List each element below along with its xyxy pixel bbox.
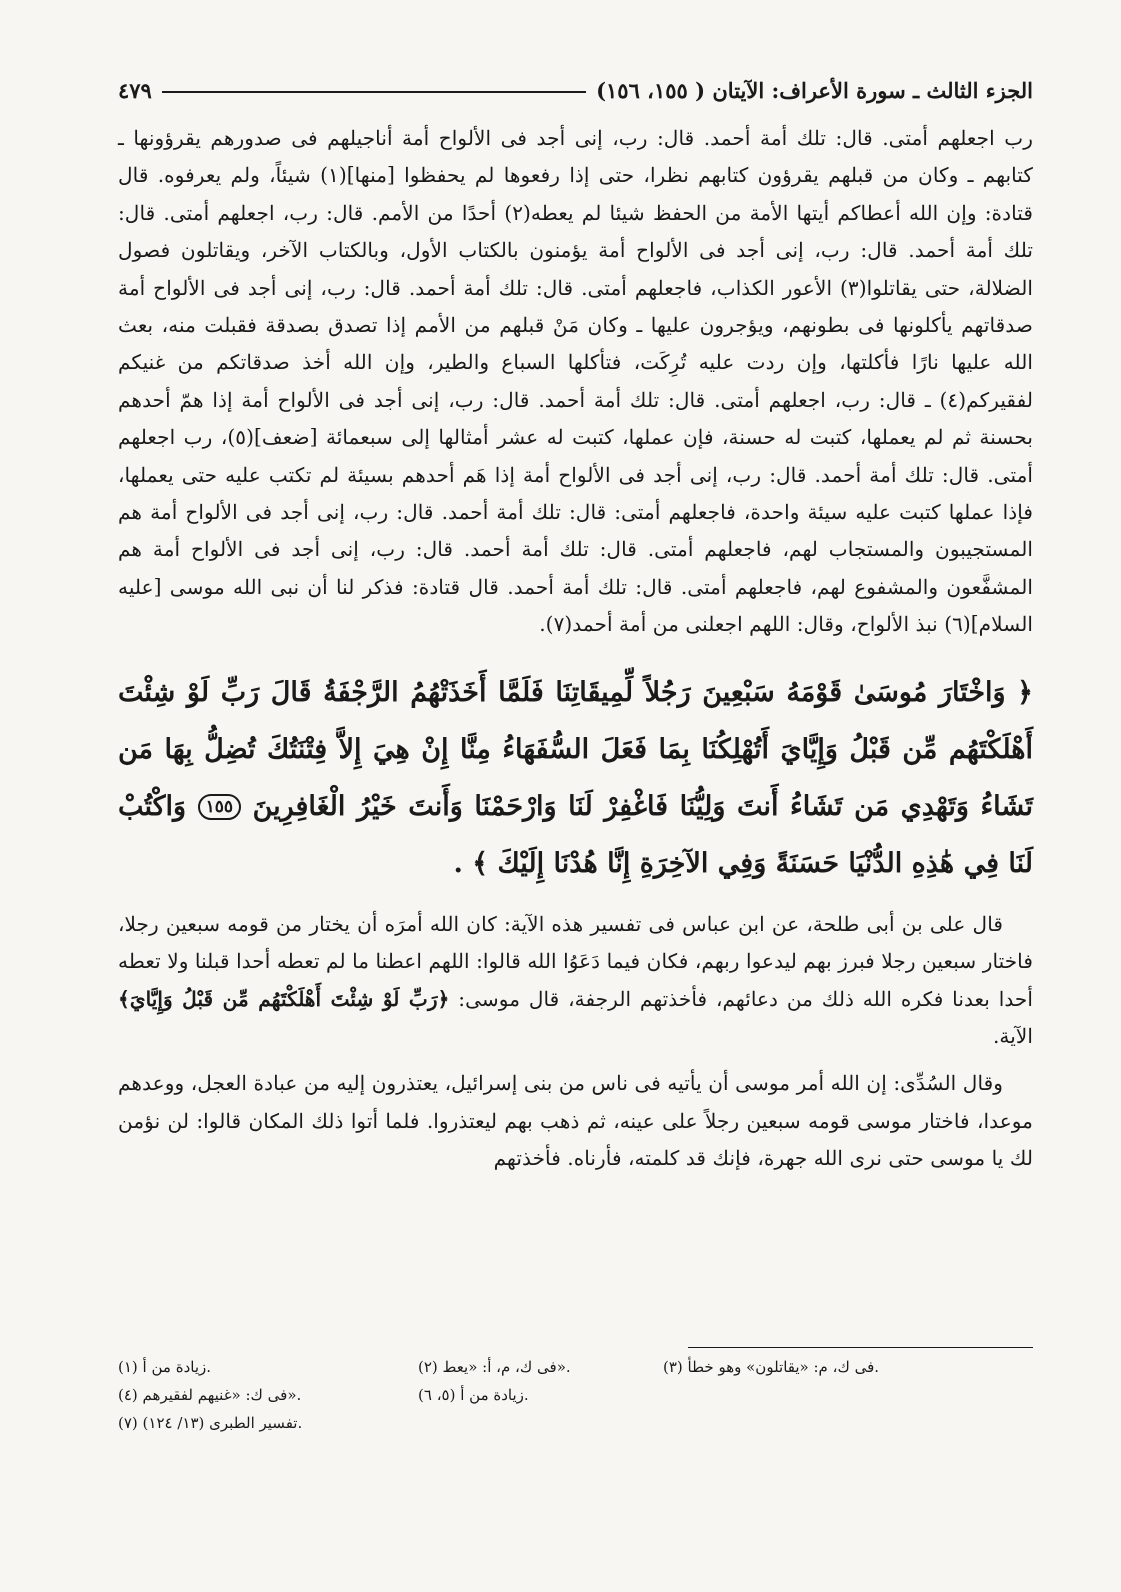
quran-verse-block [118,664,1033,892]
running-head [118,72,1033,108]
footnote-rule [688,1347,1033,1348]
footnote-2: (٢) فى ك، م، أ: «يعط». [418,1358,571,1376]
footnote-row-1 [118,1353,1033,1381]
footnote-row-2 [118,1381,1033,1409]
footnote-4: (٤) فى ك: «غنيهم لفقيرهم». [118,1386,302,1404]
paragraph-commentary-1: رب اجعلهم أمتى. قال: تلك أمة أحمد. قال: رب، إنى أجد فى الألواح أمة أناجيلهم فى صدورهم يقرؤونها ـ كتابهم ـ وكان من قبلهم يقرؤون كتابهم نظرا، حتى إذا رفعوها لم يحفظوا [منها](١) شيئاً، ولم يعرفوه. قال قتادة: وإن الله أعطاكم أيتها الأمة من الحفظ شيئا لم يعطه(٢) أحدًا من الأمم. قال: رب، اجعلهم أمتى. قال: تلك أمة أحمد. قال: رب، إنى أجد فى الألواح أمة يؤمنون بالكتاب الأول، وبالكتاب الآخر، ويقاتلون فصول الضلالة، حتى يقاتلوا(٣) الأعور الكذاب، فاجعلهم أمتى. قال: تلك أمة أحمد. قال: رب، إنى أجد فى الألواح أمة صدقاتهم يأكلونها فى بطونهم، ويؤجرون عليها ـ وكان مَنْ قبلهم من الأمم إذا تصدق بصدقة فقبلت منه، بعث الله عليها نارًا فأكلتها، وإن ردت عليه تُرِكَت، فتأكلها السباع والطير، وإن الله أخذ صدقاتكم من غنيكم لفقيركم(٤) ـ قال: رب، اجعلهم أمتى. قال: تلك أمة أحمد. قال: رب، إنى أجد فى الألواح أمة إذا همّ أحدهم بحسنة ثم لم يعملها، كتبت له حسنة، فإن عملها، كتبت له عشر أمثالها إلى سبعمائة [ضعف](٥)، رب اجعلهم أمتى. قال: تلك أمة أحمد. قال: رب، إنى أجد فى الألواح أمة إذا هَم أحدهم بسيئة لم تكتب عليه حتى يعملها، فإذا عملها كتبت عليه سيئة واحدة، فاجعلهم أمتى: قال: تلك أمة أحمد. قال: رب، إنى أجد فى الألواح أمة هم المستجيبون والمستجاب لهم، فاجعلهم أمتى. قال: تلك أمة أحمد. قال: رب، إنى أجد فى الألواح أمة هم المشفَّعون والمشفوع لهم، فاجعلهم أمتى. قال: تلك أمة أحمد. قال قتادة: فذكر لنا أن نبى الله موسى [عليه السلام](٦) نبذ الألواح، وقال: اللهم اجعلنى من أمة أحمد(٧). [118,126,1034,637]
p2-tail: الآية. [993,1023,1033,1048]
footnote-3: (٣) فى ك، م: «يقاتلون» وهو خطأ. [663,1358,880,1376]
header-rule [162,91,586,93]
footnote-5-6: (٥، ٦) زيادة من أ. [418,1386,529,1404]
verse-text-155: ﴿ وَاخْتَارَ مُوسَىٰ قَوْمَهُ سَبْعِينَ رَجُلاً لِّمِيقَاتِنَا فَلَمَّا أَخَذَتْهُمُ الرَّجْفَةُ قَالَ رَبِّ لَوْ شِئْتَ أَهْلَكْتَهُم مِّن قَبْلُ وَإِيَّايَ أَتُهْلِكُنَا بِمَا فَعَلَ السُّفَهَاءُ مِنَّا إِنْ هِيَ إِلاَّ فِتْنَتُكَ تُضِلُّ بِهَا مَن تَشَاءُ وَتَهْدِي مَن تَشَاءُ أَنتَ وَلِيُّنَا فَاغْفِرْ لَنَا وَارْحَمْنَا وَأَنتَ خَيْرُ الْغَافِرِينَ [118,676,1033,822]
footnote-1: (١) زيادة من أ. [118,1358,212,1376]
verse-text-156: وَاكْتُبْ لَنَا فِي هَٰذِهِ الدُّنْيَا حَسَنَةً وَفِي الآخِرَةِ إِنَّا هُدْنَا إِلَيْكَ ﴾ . [118,790,1033,879]
verse-number-badge: ١٥٥ [198,794,241,820]
paragraph-commentary-2 [118,906,1033,1056]
footnote-row-3 [118,1409,1033,1437]
page-number: ٤٧٩ [118,77,152,103]
p2-inline-quote: ﴿رَبِّ لَوْ شِئْتَ أَهْلَكْتَهُم مِّن قَبْلُ وَإِيَّايَ﴾ [118,986,450,1011]
footnote-7: (٧) تفسير الطبرى (١٣/ ١٢٤). [118,1414,303,1432]
running-title: الجزء الثالث ـ سورة الأعراف: الآيتان ( ١٥٥، ١٥٦) [596,77,1033,103]
paragraph-commentary-3: وقال السُدِّى: إن الله أمر موسى أن يأتيه فى ناس من بنى إسرائيل، يعتذرون إليه من عبادة العجل، ووعدهم موعدا، فاختار موسى قومه سبعين رجلاً على عينه، ثم ذهب بهم ليعتذروا. فلما أتوا ذلك المكان قالوا: لن نؤمن لك يا موسى حتى نرى الله جهرة، فإنك قد كلمته، فأرناه. فأخذتهم [118,1071,1033,1171]
footnotes [118,1353,1033,1437]
p2-text: قال على بن أبى طلحة، عن ابن عباس فى تفسير هذه الآية: كان الله أمرَه أن يختار من قومه سبعين رجلا، فاختار سبعين رجلا فبرز بهم ليدعوا ربهم، فكان فيما دَعَوُا الله قالوا: اللهم اعطنا ما لم تعطه أحدا قبلنا ولا تعطه أحدا بعدنا فكره الله ذلك من دعائهم، فأخذتهم الرجفة، قال موسى: [118,911,1034,1011]
